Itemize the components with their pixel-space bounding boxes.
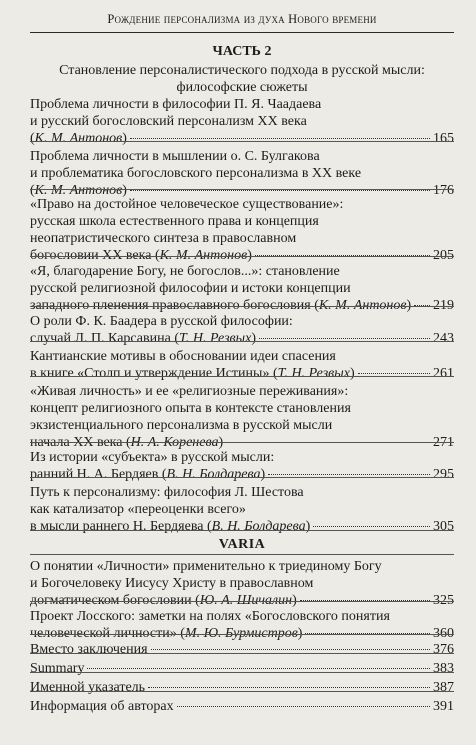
page-number: 305 — [433, 519, 454, 534]
toc-entry-line: Проблема личности в философии П. Я. Чаадаева — [30, 97, 322, 112]
toc-entry-line: О понятии «Личности» применительно к триединому Богу — [30, 559, 382, 574]
entry-divider — [30, 141, 454, 142]
leader-dots — [358, 373, 430, 374]
page-number: 325 — [433, 593, 454, 608]
toc-entry-line: и Богочеловеку Иисусу Христу в православном — [30, 576, 314, 591]
leader-dots — [268, 474, 430, 475]
toc-entry-last-line: начала XX века (Н. А. Коренева) — [30, 435, 224, 450]
toc-entry-last-line: западного пленения православного богословия (К. М. Антонов) — [30, 298, 412, 313]
entry-divider — [30, 554, 454, 555]
toc-entry-line: русская школа естественного права и концепция — [30, 214, 319, 229]
toc-entry-last-line: догматическом богословии (Ю. А. Шичалин) — [30, 593, 297, 608]
toc-entry[interactable] — [30, 96, 454, 147]
page-number: 205 — [433, 248, 454, 263]
entry-divider — [30, 691, 454, 692]
toc-entry[interactable] — [30, 196, 454, 264]
toc-entry-last-line: ранний Н. А. Бердяев (В. Н. Болдарева) — [30, 467, 266, 482]
toc-entry[interactable] — [30, 148, 454, 199]
toc-entry-line: Путь к персонализму: философия Л. Шестова — [30, 485, 304, 500]
part-subtitle-line-2: философские сюжеты — [176, 80, 308, 95]
toc-entry-last-line: Вместо заключения — [30, 642, 148, 657]
entry-divider — [30, 376, 454, 377]
entry-divider — [30, 672, 454, 673]
page-number: 376 — [433, 642, 454, 657]
leader-dots — [177, 706, 430, 707]
entry-divider — [30, 442, 454, 443]
entry-divider — [30, 601, 454, 602]
entry-divider — [30, 256, 454, 257]
part-subtitle — [30, 62, 454, 96]
toc-entry-line: и русский богословский персонализм XX века — [30, 114, 307, 129]
toc-entry-line: О роли Ф. К. Баадера в русской философии: — [30, 314, 293, 329]
toc-entry-line: Из истории «субъекта» в русской мысли: — [30, 450, 275, 465]
toc-entry-last-line: (К. М. Антонов) — [30, 183, 127, 198]
page-number: 383 — [433, 661, 454, 676]
page-number: 261 — [433, 366, 454, 381]
toc-entry-last-line: богословии XX века (К. М. Антонов) — [30, 248, 252, 263]
toc-entry-last-line: Информация об авторах — [30, 699, 174, 714]
leader-dots — [259, 338, 430, 339]
header-rule — [30, 32, 454, 33]
toc-entry-line: русской религиозной философии и истоки концепции — [30, 281, 351, 296]
toc-entry[interactable] — [30, 660, 454, 677]
entry-divider — [30, 530, 454, 531]
toc-entry[interactable] — [30, 484, 454, 535]
toc-entry-last-line: (К. М. Антонов) — [30, 131, 127, 146]
running-head: Рождение персонализма из духа Нового времени — [107, 12, 377, 26]
toc-entry-last-line: Summary — [30, 661, 85, 676]
toc-entry[interactable] — [30, 608, 454, 642]
entry-divider — [30, 306, 454, 307]
part-title: ЧАСТЬ 2 — [212, 44, 272, 59]
page-number: 165 — [433, 131, 454, 146]
section-title-varia: VARIA — [218, 537, 266, 552]
toc-entry-last-line: в мысли раннего Н. Бердяева (В. Н. Болдарева) — [30, 519, 311, 534]
toc-entry[interactable] — [30, 679, 454, 696]
toc-entry-last-line: в книге «Столп и утверждение Истины» (Т. Н. Резвых) — [30, 366, 355, 381]
entry-divider — [30, 189, 454, 190]
entry-divider — [30, 634, 454, 635]
page-number: 360 — [433, 626, 454, 641]
leader-dots — [87, 668, 430, 669]
leader-dots — [130, 190, 430, 191]
toc-entry-line: «Я, благодарение Богу, не богослов...»: становление — [30, 264, 340, 279]
toc-entry-line: как катализатор «переоценки всего» — [30, 502, 246, 517]
page-number: 219 — [433, 298, 454, 313]
leader-dots — [313, 526, 430, 527]
toc-entry-line: и проблематика богословского персонализма в XX веке — [30, 166, 362, 181]
entry-divider — [30, 653, 454, 654]
toc-entry-last-line: человеческой личности» (М. Ю. Бурмистров) — [30, 626, 303, 641]
toc-entry-line: Кантианские мотивы в обосновании идеи спасения — [30, 349, 336, 364]
leader-dots — [130, 138, 430, 139]
toc-entry-last-line: Именной указатель — [30, 680, 146, 695]
page-number: 271 — [433, 435, 454, 450]
toc-entry-line: неопатристического синтеза в православном — [30, 231, 297, 246]
toc-entry-last-line: случай Л. П. Карсавина (Т. Н. Резвых) — [30, 331, 256, 346]
page-number: 295 — [433, 467, 454, 482]
page-number: 387 — [433, 680, 454, 695]
toc-entry-line: «Живая личность» и ее «религиозные переживания»: — [30, 384, 349, 399]
page-number: 176 — [433, 183, 454, 198]
toc-entry[interactable] — [30, 641, 454, 658]
toc-entry-line: концепт религиозного опыта в контексте становления — [30, 401, 351, 416]
toc-entry-line: «Право на достойное человеческое существование»: — [30, 197, 344, 212]
toc-entry[interactable] — [30, 698, 454, 715]
entry-divider — [30, 477, 454, 478]
leader-dots — [148, 687, 430, 688]
toc-entry-line: Проблема личности в мышлении о. С. Булгакова — [30, 149, 320, 164]
entry-divider — [30, 341, 454, 342]
part-subtitle-line-1: Становление персоналистического подхода в русской мысли: — [59, 63, 425, 78]
toc-entry[interactable] — [30, 383, 454, 451]
toc-entry-line: экзистенциального персонализма в русской мысли — [30, 418, 333, 433]
toc-entry-line: Проект Лосского: заметки на полях «Богословского понятия — [30, 609, 390, 624]
page-number: 243 — [433, 331, 454, 346]
leader-dots — [151, 649, 430, 650]
page-number: 391 — [433, 699, 454, 714]
